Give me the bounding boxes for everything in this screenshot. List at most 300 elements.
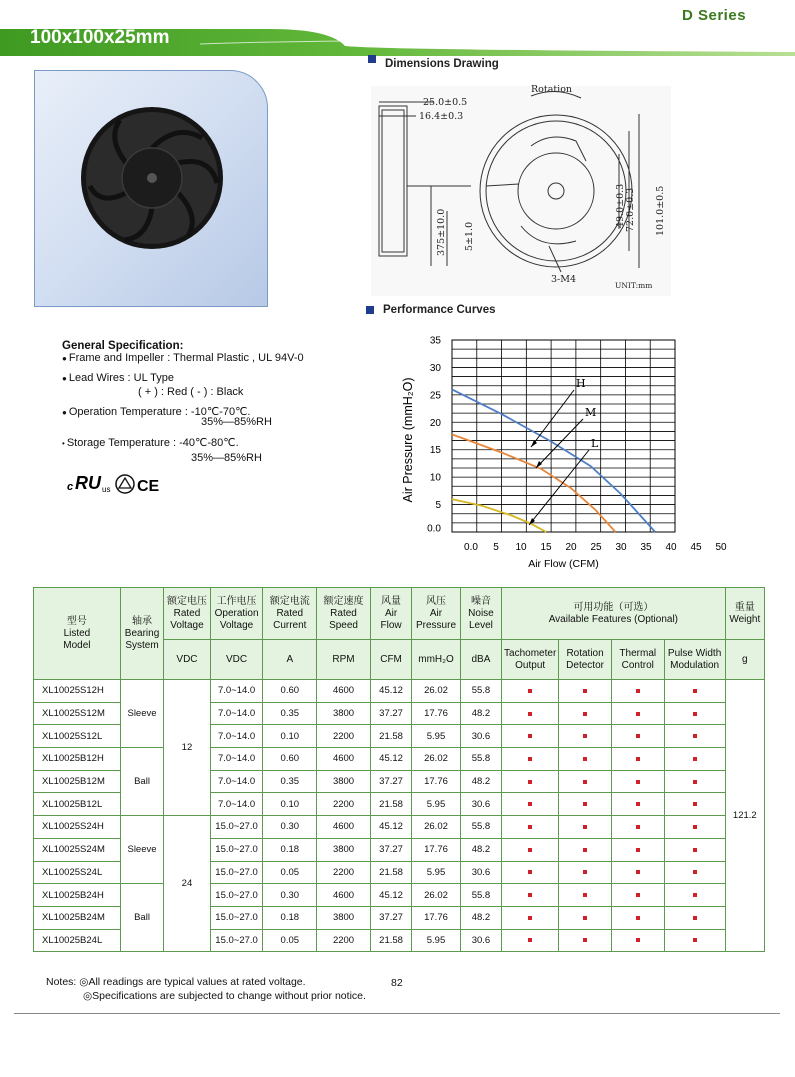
available-dot-icon	[636, 689, 640, 693]
header-cell	[502, 588, 725, 640]
header-cell	[120, 588, 163, 680]
pressure-cell: 5.95	[412, 861, 461, 884]
available-dot-icon	[636, 825, 640, 829]
available-dot-icon	[528, 916, 532, 920]
feature-cell	[502, 680, 559, 703]
feature-cell	[611, 702, 664, 725]
pressure-cell: 5.95	[412, 793, 461, 816]
feature-cell	[611, 816, 664, 839]
x-tick-label: 30	[615, 542, 627, 553]
series-line-L	[452, 499, 546, 532]
flow-cell: 21.58	[370, 793, 411, 816]
available-dot-icon	[528, 938, 532, 942]
spec-frame: ● Frame and Impeller : Thermal Plastic , UL 94V-0	[62, 352, 304, 364]
speed-cell: 3800	[317, 906, 371, 929]
model-cell: XL10025S12M	[34, 702, 121, 725]
feature-cell	[559, 770, 612, 793]
available-dot-icon	[528, 825, 532, 829]
dim-49: 49.0±0.3	[615, 183, 626, 228]
y-tick-label: 30	[429, 362, 441, 374]
available-dot-icon	[636, 734, 640, 738]
unit-label: UNIT:mm	[615, 281, 653, 290]
ul-logo	[67, 473, 110, 494]
spec-storage-rh: 35%—85%RH	[191, 452, 262, 464]
tuv-logo	[116, 475, 134, 493]
header-cn: 风压	[426, 595, 446, 607]
header-cell	[725, 588, 764, 640]
header-cn: 额定电流	[269, 595, 310, 607]
available-dot-icon	[693, 870, 697, 874]
bearing-cell: Ball	[120, 748, 163, 816]
available-dot-icon	[693, 802, 697, 806]
noise-cell: 55.8	[460, 884, 501, 907]
x-tick-label: 20	[565, 542, 577, 553]
current-cell: 0.35	[263, 702, 317, 725]
x-tick-label: 10	[515, 542, 527, 553]
bullet-icon: ●	[62, 408, 67, 417]
feature-cell	[502, 770, 559, 793]
dim-101: 101.0±0.5	[655, 185, 666, 236]
pressure-cell: 17.76	[412, 838, 461, 861]
header-en: Listed Model	[63, 627, 91, 651]
header-en: Noise Level	[468, 607, 494, 631]
dim-375: 375±10.0	[436, 208, 447, 256]
feature-cell	[664, 838, 725, 861]
speed-cell: 4600	[317, 816, 371, 839]
available-dot-icon	[693, 734, 697, 738]
available-dot-icon	[693, 825, 697, 829]
flow-cell: 21.58	[370, 725, 411, 748]
available-dot-icon	[693, 893, 697, 897]
header-cn: 额定速度	[323, 595, 364, 607]
unit-cell: VDC	[164, 640, 211, 680]
spec-op-rh: 35%—85%RH	[201, 416, 272, 428]
header-row	[34, 588, 765, 640]
table-row	[34, 748, 765, 771]
y-tick-label: 20	[429, 417, 441, 429]
spec-lead-wires: ● Lead Wires : UL Type	[62, 372, 175, 384]
table-row	[34, 884, 765, 907]
unit-cell: Tachometer Output	[502, 640, 559, 680]
unit-cell: g	[725, 640, 764, 680]
series-label: D Series	[682, 7, 747, 24]
general-spec-title: General Specification:	[62, 340, 184, 352]
spec-lead-colors: ( + ) : Red ( - ) : Black	[138, 386, 244, 398]
feature-cell	[559, 793, 612, 816]
header-cell	[370, 588, 411, 640]
flow-cell: 37.27	[370, 838, 411, 861]
section-marker	[368, 55, 376, 63]
header-en: Air Flow	[380, 607, 402, 631]
pressure-cell: 26.02	[412, 748, 461, 771]
pressure-cell: 26.02	[412, 884, 461, 907]
feature-cell	[664, 884, 725, 907]
feature-cell	[502, 884, 559, 907]
pressure-cell: 17.76	[412, 906, 461, 929]
available-dot-icon	[636, 757, 640, 761]
flow-cell: 45.12	[370, 884, 411, 907]
feature-cell	[559, 816, 612, 839]
bullet-icon: ●	[62, 374, 67, 383]
available-dot-icon	[583, 848, 587, 852]
feature-cell	[664, 702, 725, 725]
screw-label: 3-M4	[551, 274, 577, 285]
flow-cell: 37.27	[370, 906, 411, 929]
available-dot-icon	[583, 825, 587, 829]
feature-cell	[611, 680, 664, 703]
current-cell: 0.05	[263, 929, 317, 952]
available-dot-icon	[636, 870, 640, 874]
svg-text:us: us	[102, 485, 111, 494]
available-dot-icon	[583, 689, 587, 693]
speed-cell: 4600	[317, 680, 371, 703]
available-dot-icon	[583, 712, 587, 716]
current-cell: 0.18	[263, 906, 317, 929]
rated-voltage-cell: 12	[164, 680, 211, 816]
bullet-icon: •	[62, 439, 65, 448]
header-en: Rated Voltage	[170, 607, 204, 631]
available-dot-icon	[528, 893, 532, 897]
x-tick-label: 40	[665, 542, 677, 553]
feature-cell	[611, 770, 664, 793]
x-tick-label: 25	[590, 542, 602, 553]
y-tick-label: 25	[429, 390, 441, 402]
noise-cell: 30.6	[460, 793, 501, 816]
page-number: 82	[391, 977, 403, 989]
model-cell: XL10025S24M	[34, 838, 121, 861]
noise-cell: 48.2	[460, 702, 501, 725]
header-en: Available Features (Optional)	[548, 613, 679, 625]
flow-cell: 37.27	[370, 702, 411, 725]
current-cell: 0.18	[263, 838, 317, 861]
performance-chart	[396, 335, 727, 575]
svg-text:c: c	[67, 481, 74, 493]
available-dot-icon	[636, 780, 640, 784]
y-tick-label: 15	[429, 445, 441, 457]
unit-cell: Thermal Control	[611, 640, 664, 680]
chart-grid	[452, 340, 675, 532]
op-cell: 7.0~14.0	[210, 725, 263, 748]
op-cell: 7.0~14.0	[210, 748, 263, 771]
feature-cell	[502, 725, 559, 748]
dimensions-heading: Dimensions Drawing	[385, 58, 499, 70]
available-dot-icon	[693, 780, 697, 784]
header-en: Weight	[729, 613, 761, 625]
pressure-cell: 26.02	[412, 816, 461, 839]
unit-cell: A	[263, 640, 317, 680]
notes-label: Notes:	[46, 976, 77, 988]
rotation-label: Rotation	[531, 84, 573, 95]
noise-cell: 48.2	[460, 906, 501, 929]
available-dot-icon	[636, 916, 640, 920]
feature-cell	[664, 748, 725, 771]
header-cell	[164, 588, 211, 640]
header-cell	[317, 588, 371, 640]
feature-cell	[611, 838, 664, 861]
header-cn: 噪音	[470, 595, 491, 607]
available-dot-icon	[636, 802, 640, 806]
available-dot-icon	[583, 870, 587, 874]
current-cell: 0.30	[263, 816, 317, 839]
feature-cell	[559, 838, 612, 861]
bearing-cell: Sleeve	[120, 816, 163, 884]
x-tick-label: 15	[540, 542, 552, 553]
feature-cell	[664, 816, 725, 839]
unit-cell: RPM	[317, 640, 371, 680]
feature-cell	[611, 929, 664, 952]
flow-cell: 37.27	[370, 770, 411, 793]
series-line-H	[452, 389, 655, 532]
noise-cell: 48.2	[460, 838, 501, 861]
header-en: Air Pressure	[416, 607, 457, 631]
op-cell: 7.0~14.0	[210, 702, 263, 725]
op-cell: 7.0~14.0	[210, 770, 263, 793]
model-cell: XL10025S12L	[34, 725, 121, 748]
available-dot-icon	[693, 757, 697, 761]
current-cell: 0.60	[263, 680, 317, 703]
chart-series	[452, 389, 655, 532]
header-cn: 工作电压	[216, 595, 257, 607]
model-cell: XL10025S24H	[34, 816, 121, 839]
header-cn: 轴承	[132, 615, 153, 627]
feature-cell	[611, 906, 664, 929]
available-dot-icon	[693, 916, 697, 920]
header-en: Rated Speed	[329, 607, 358, 631]
unit-cell: Pulse Width Modulation	[664, 640, 725, 680]
feature-cell	[664, 906, 725, 929]
bearing-cell: Ball	[120, 884, 163, 952]
speed-cell: 3800	[317, 838, 371, 861]
header-en: Rated Current	[273, 607, 307, 631]
current-cell: 0.05	[263, 861, 317, 884]
flow-cell: 21.58	[370, 929, 411, 952]
available-dot-icon	[583, 734, 587, 738]
bearing-cell: Sleeve	[120, 680, 163, 748]
size-title: 100x100x25mm	[30, 27, 170, 48]
series-label: L	[591, 437, 599, 450]
x-axis-title: Air Flow (CFM)	[528, 558, 599, 570]
model-cell: XL10025B12H	[34, 748, 121, 771]
table-row	[34, 680, 765, 703]
op-cell: 7.0~14.0	[210, 680, 263, 703]
feature-cell	[559, 861, 612, 884]
feature-cell	[664, 770, 725, 793]
feature-cell	[664, 725, 725, 748]
noise-cell: 30.6	[460, 929, 501, 952]
available-dot-icon	[583, 893, 587, 897]
pressure-cell: 17.76	[412, 702, 461, 725]
y-tick-label: 35	[429, 335, 441, 347]
available-dot-icon	[636, 848, 640, 852]
bullet-icon: ●	[62, 354, 67, 363]
feature-cell	[502, 838, 559, 861]
rated-voltage-cell: 24	[164, 816, 211, 952]
feature-cell	[664, 861, 725, 884]
note-line-2: ◎Specifications are subjected to change without prior notice.	[83, 990, 366, 1002]
feature-cell	[502, 748, 559, 771]
plot-frame	[452, 340, 675, 532]
available-dot-icon	[528, 780, 532, 784]
feature-cell	[502, 906, 559, 929]
available-dot-icon	[693, 848, 697, 852]
table-row	[34, 816, 765, 839]
noise-cell: 55.8	[460, 816, 501, 839]
dim-72: 72.0±0.3	[625, 187, 636, 232]
feature-cell	[502, 816, 559, 839]
unit-cell: VDC	[210, 640, 263, 680]
available-dot-icon	[528, 802, 532, 806]
header-cn: 型号	[66, 615, 87, 627]
noise-cell: 30.6	[460, 725, 501, 748]
current-cell: 0.30	[263, 884, 317, 907]
x-tick-label: 0.0	[464, 542, 478, 553]
chart-ticks	[427, 336, 727, 554]
feature-cell	[611, 884, 664, 907]
x-tick-label: 50	[715, 542, 727, 553]
notes	[46, 975, 366, 1003]
speed-cell: 2200	[317, 793, 371, 816]
model-cell: XL10025B24M	[34, 906, 121, 929]
available-dot-icon	[583, 780, 587, 784]
feature-cell	[664, 929, 725, 952]
flow-cell: 45.12	[370, 748, 411, 771]
current-cell: 0.10	[263, 793, 317, 816]
note-line-1: ◎All readings are typical values at rated voltage.	[79, 976, 306, 988]
unit-cell: mmH₂O	[412, 640, 461, 680]
header-cell	[460, 588, 501, 640]
feature-cell	[559, 702, 612, 725]
y-axis-title: Air Pressure (mmH₂O)	[401, 377, 415, 503]
y-tick-label: 5	[435, 500, 441, 512]
model-cell: XL10025S24L	[34, 861, 121, 884]
spec-storage-temp: • Storage Temperature : -40℃-80℃.	[62, 437, 239, 449]
feature-cell	[559, 680, 612, 703]
op-cell: 15.0~27.0	[210, 884, 263, 907]
noise-cell: 30.6	[460, 861, 501, 884]
feature-cell	[502, 929, 559, 952]
header-cell	[34, 588, 121, 680]
unit-cell: dBA	[460, 640, 501, 680]
op-cell: 15.0~27.0	[210, 929, 263, 952]
ce-logo: CE	[137, 478, 160, 495]
y-tick-label: 0.0	[427, 523, 441, 535]
weight-cell: 121.2	[725, 680, 764, 952]
feature-cell	[559, 906, 612, 929]
product-photo-panel	[34, 70, 268, 307]
blower-fan-photo	[35, 71, 36, 72]
model-cell: XL10025B24L	[34, 929, 121, 952]
header-cell	[263, 588, 317, 640]
feature-cell	[611, 793, 664, 816]
x-tick-label: 35	[640, 542, 652, 553]
available-dot-icon	[583, 757, 587, 761]
series-label: H	[576, 377, 586, 390]
flow-cell: 21.58	[370, 861, 411, 884]
feature-cell	[502, 861, 559, 884]
noise-cell: 55.8	[460, 748, 501, 771]
feature-cell	[502, 702, 559, 725]
op-cell: 7.0~14.0	[210, 793, 263, 816]
available-dot-icon	[583, 916, 587, 920]
y-tick-label: 10	[429, 472, 441, 484]
header-en: Operation Voltage	[214, 607, 259, 631]
pressure-cell: 5.95	[412, 929, 461, 952]
feature-cell	[611, 861, 664, 884]
header-cn: 可用功能（可选）	[573, 601, 654, 613]
flow-cell: 45.12	[370, 816, 411, 839]
available-dot-icon	[528, 734, 532, 738]
dim-5: 5±1.0	[464, 221, 475, 251]
speed-cell: 4600	[317, 884, 371, 907]
feature-cell	[664, 793, 725, 816]
model-cell: XL10025S12H	[34, 680, 121, 703]
certification-logos	[67, 470, 160, 496]
pressure-cell: 26.02	[412, 680, 461, 703]
header-cell	[210, 588, 263, 640]
header-cn: 额定电压	[166, 595, 207, 607]
noise-cell: 48.2	[460, 770, 501, 793]
dim-16: 16.4±0.3	[419, 111, 464, 122]
available-dot-icon	[528, 712, 532, 716]
pressure-cell: 5.95	[412, 725, 461, 748]
unit-cell: CFM	[370, 640, 411, 680]
series-label: M	[585, 406, 597, 419]
available-dot-icon	[583, 802, 587, 806]
speed-cell: 2200	[317, 929, 371, 952]
op-cell: 15.0~27.0	[210, 906, 263, 929]
header-cn: 风量	[381, 595, 402, 607]
x-tick-label: 5	[493, 542, 499, 553]
spec-table	[33, 587, 765, 952]
dimensions-drawing	[371, 86, 671, 296]
x-tick-label: 45	[690, 542, 702, 553]
svg-text:RU: RU	[75, 473, 101, 493]
available-dot-icon	[528, 870, 532, 874]
feature-cell	[559, 725, 612, 748]
feature-cell	[611, 748, 664, 771]
speed-cell: 3800	[317, 770, 371, 793]
available-dot-icon	[693, 712, 697, 716]
op-cell: 15.0~27.0	[210, 861, 263, 884]
feature-cell	[502, 793, 559, 816]
current-cell: 0.35	[263, 770, 317, 793]
feature-cell	[611, 725, 664, 748]
available-dot-icon	[528, 689, 532, 693]
available-dot-icon	[693, 938, 697, 942]
noise-cell: 55.8	[460, 680, 501, 703]
flow-cell: 45.12	[370, 680, 411, 703]
model-cell: XL10025B12L	[34, 793, 121, 816]
unit-cell: Rotation Detector	[559, 640, 612, 680]
feature-cell	[664, 680, 725, 703]
speed-cell: 3800	[317, 702, 371, 725]
op-cell: 15.0~27.0	[210, 838, 263, 861]
available-dot-icon	[528, 848, 532, 852]
pressure-cell: 17.76	[412, 770, 461, 793]
speed-cell: 2200	[317, 861, 371, 884]
available-dot-icon	[636, 893, 640, 897]
feature-cell	[559, 748, 612, 771]
available-dot-icon	[528, 757, 532, 761]
op-cell: 15.0~27.0	[210, 816, 263, 839]
dim-25: 25.0±0.5	[423, 97, 468, 108]
section-marker	[366, 306, 374, 314]
header-en: Bearing System	[124, 627, 160, 651]
speed-cell: 4600	[317, 748, 371, 771]
header-cn: 重量	[734, 601, 755, 613]
spec-op-temp: ● Operation Temperature : -10℃-70℃.	[62, 406, 251, 418]
available-dot-icon	[636, 712, 640, 716]
